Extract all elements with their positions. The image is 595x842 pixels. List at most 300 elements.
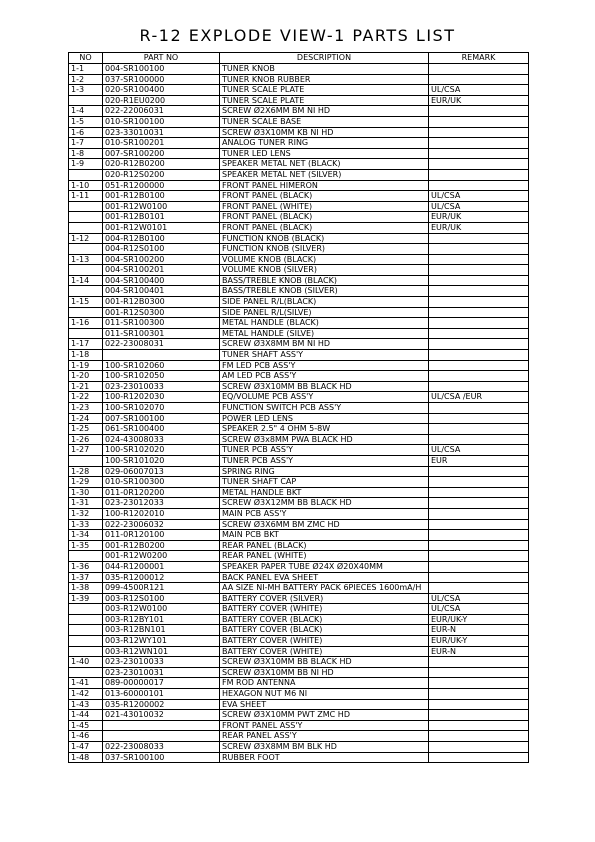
cell-no: 1-23 <box>69 403 103 414</box>
cell-remark <box>429 699 529 710</box>
cell-remark <box>429 138 529 149</box>
cell-part-no: 035-R1200012 <box>103 572 220 583</box>
cell-description: SCREW Ø3X10MM BB BLACK HD <box>220 657 429 668</box>
cell-description: FRONT PANEL (BLACK) <box>220 212 429 223</box>
cell-remark <box>429 540 529 551</box>
cell-no: 1-32 <box>69 508 103 519</box>
cell-remark <box>429 403 529 414</box>
cell-no: 1-2 <box>69 74 103 85</box>
table-row <box>69 371 529 382</box>
cell-part-no: 004-SR100401 <box>103 286 220 297</box>
cell-remark: UL/CSA <box>429 593 529 604</box>
cell-remark <box>429 350 529 361</box>
table-row <box>69 604 529 615</box>
cell-remark <box>429 561 529 572</box>
cell-remark <box>429 74 529 85</box>
table-row <box>69 646 529 657</box>
cell-description: EVA SHEET <box>220 699 429 710</box>
cell-part-no: 003-R12WY101 <box>103 636 220 647</box>
table-row <box>69 445 529 456</box>
cell-no <box>69 307 103 318</box>
header-remark: REMARK <box>429 53 529 64</box>
cell-description: SIDE PANEL R/L(BLACK) <box>220 297 429 308</box>
cell-no: 1-6 <box>69 127 103 138</box>
cell-description: SPEAKER PAPER TUBE Ø24X Ø20X40MM <box>220 561 429 572</box>
cell-part-no: 023-23012033 <box>103 498 220 509</box>
table-row <box>69 318 529 329</box>
cell-no: 1-1 <box>69 64 103 75</box>
table-row <box>69 572 529 583</box>
table-row <box>69 212 529 223</box>
table-row <box>69 466 529 477</box>
table-row <box>69 328 529 339</box>
cell-description: SCREW Ø3X10MM PWT ZMC HD <box>220 710 429 721</box>
parts-table <box>68 52 529 763</box>
cell-description: TUNER SHAFT CAP <box>220 477 429 488</box>
cell-no: 1-37 <box>69 572 103 583</box>
cell-part-no: 100-SR102070 <box>103 403 220 414</box>
cell-no: 1-41 <box>69 678 103 689</box>
cell-no: 1-17 <box>69 339 103 350</box>
cell-part-no: 007-SR100200 <box>103 148 220 159</box>
table-row <box>69 413 529 424</box>
table-row <box>69 95 529 106</box>
cell-description: BATTERY COVER (WHITE) <box>220 636 429 647</box>
cell-no: 1-21 <box>69 381 103 392</box>
cell-remark: UL/CSA /EUR <box>429 392 529 403</box>
cell-no: 1-45 <box>69 720 103 731</box>
cell-description: SPEAKER METAL NET (SILVER) <box>220 169 429 180</box>
cell-part-no: 051-R1200000 <box>103 180 220 191</box>
cell-remark: EUR <box>429 455 529 466</box>
cell-remark <box>429 731 529 742</box>
cell-no: 1-15 <box>69 297 103 308</box>
cell-no <box>69 95 103 106</box>
table-row <box>69 593 529 604</box>
cell-part-no: 020-R1EU0200 <box>103 95 220 106</box>
cell-description: BATTERY COVER (WHITE) <box>220 646 429 657</box>
cell-no: 1-22 <box>69 392 103 403</box>
cell-no: 1-9 <box>69 159 103 170</box>
cell-no <box>69 604 103 615</box>
table-row <box>69 159 529 170</box>
cell-remark <box>429 710 529 721</box>
cell-part-no: 100-SR102020 <box>103 445 220 456</box>
cell-no <box>69 222 103 233</box>
table-row <box>69 720 529 731</box>
cell-part-no: 037-SR100100 <box>103 752 220 763</box>
cell-description: BATTERY COVER (SILVER) <box>220 593 429 604</box>
cell-part-no: 001-R12S0300 <box>103 307 220 318</box>
cell-part-no: 004-SR100100 <box>103 64 220 75</box>
cell-description: TUNER LED LENS <box>220 148 429 159</box>
cell-no: 1-44 <box>69 710 103 721</box>
cell-no: 1-26 <box>69 434 103 445</box>
cell-part-no: 022-23006032 <box>103 519 220 530</box>
table-row <box>69 392 529 403</box>
cell-no: 1-3 <box>69 85 103 96</box>
cell-no <box>69 201 103 212</box>
cell-description: SPEAKER 2.5" 4 OHM 5-8W <box>220 424 429 435</box>
cell-no: 1-5 <box>69 116 103 127</box>
cell-description: TUNER PCB ASS'Y <box>220 455 429 466</box>
cell-no: 1-46 <box>69 731 103 742</box>
table-row <box>69 191 529 202</box>
cell-description: METAL HANDLE BKT <box>220 487 429 498</box>
cell-description: SCREW Ø3X12MM BB BLACK HD <box>220 498 429 509</box>
table-row <box>69 424 529 435</box>
cell-description: SCREW Ø2X6MM BM NI HD <box>220 106 429 117</box>
cell-remark <box>429 477 529 488</box>
cell-part-no: 003-R12S0100 <box>103 593 220 604</box>
cell-description: BATTERY COVER (WHITE) <box>220 604 429 615</box>
cell-remark <box>429 106 529 117</box>
table-row <box>69 350 529 361</box>
cell-description: METAL HANDLE (SILVE) <box>220 328 429 339</box>
cell-description: SCREW Ø3X8MM BM NI HD <box>220 339 429 350</box>
cell-remark <box>429 487 529 498</box>
cell-description: SCREW Ø3X10MM BB NI HD <box>220 667 429 678</box>
cell-description: REAR PANEL ASS'Y <box>220 731 429 742</box>
table-row <box>69 148 529 159</box>
cell-description: SPRING RING <box>220 466 429 477</box>
cell-remark: EUR-N <box>429 646 529 657</box>
table-row <box>69 742 529 753</box>
table-row <box>69 265 529 276</box>
cell-part-no: 100-R1202010 <box>103 508 220 519</box>
cell-part-no: 004-SR100400 <box>103 275 220 286</box>
table-row <box>69 434 529 445</box>
cell-no: 1-7 <box>69 138 103 149</box>
document-title: R-12 EXPLODE VIEW-1 PARTS LIST <box>139 26 456 45</box>
cell-description: RUBBER FOOT <box>220 752 429 763</box>
cell-remark <box>429 752 529 763</box>
cell-part-no: 023-23010033 <box>103 381 220 392</box>
cell-part-no: 023-23010033 <box>103 657 220 668</box>
cell-description: TUNER PCB ASS'Y <box>220 445 429 456</box>
cell-no <box>69 625 103 636</box>
cell-part-no <box>103 350 220 361</box>
cell-description: REAR PANEL (BLACK) <box>220 540 429 551</box>
table-row <box>69 678 529 689</box>
cell-no: 1-39 <box>69 593 103 604</box>
cell-description: FRONT PANEL ASS'Y <box>220 720 429 731</box>
cell-description: TUNER KNOB <box>220 64 429 75</box>
table-row <box>69 275 529 286</box>
cell-description: TUNER SHAFT ASS'Y <box>220 350 429 361</box>
cell-description: FM ROD ANTENNA <box>220 678 429 689</box>
table-row <box>69 286 529 297</box>
cell-description: TUNER SCALE PLATE <box>220 95 429 106</box>
cell-description: SCREW Ø3X8MM BM BLK HD <box>220 742 429 753</box>
cell-part-no: 022-23008031 <box>103 339 220 350</box>
cell-no: 1-18 <box>69 350 103 361</box>
cell-no: 1-14 <box>69 275 103 286</box>
cell-part-no: 037-SR100000 <box>103 74 220 85</box>
cell-description: FRONT PANEL (WHITE) <box>220 201 429 212</box>
cell-description: MAIN PCB BKT <box>220 530 429 541</box>
cell-no: 1-19 <box>69 360 103 371</box>
cell-no: 1-40 <box>69 657 103 668</box>
table-row <box>69 667 529 678</box>
cell-remark <box>429 498 529 509</box>
cell-description: MAIN PCB ASS'Y <box>220 508 429 519</box>
table-row <box>69 561 529 572</box>
cell-no <box>69 551 103 562</box>
cell-part-no: 001-R12W0100 <box>103 201 220 212</box>
cell-remark <box>429 159 529 170</box>
cell-remark <box>429 657 529 668</box>
cell-remark <box>429 371 529 382</box>
cell-remark <box>429 572 529 583</box>
cell-remark <box>429 127 529 138</box>
table-row <box>69 116 529 127</box>
cell-part-no: 100-SR102060 <box>103 360 220 371</box>
header-description: DESCRIPTION <box>220 53 429 64</box>
cell-no <box>69 614 103 625</box>
cell-remark: EUR-N <box>429 625 529 636</box>
table-row <box>69 106 529 117</box>
cell-part-no: 004-SR100201 <box>103 265 220 276</box>
header-part-no: PART NO <box>103 53 220 64</box>
cell-part-no: 011-SR100301 <box>103 328 220 339</box>
cell-part-no: 001-R12B0200 <box>103 540 220 551</box>
cell-description: FRONT PANEL HIMERON <box>220 180 429 191</box>
cell-remark <box>429 297 529 308</box>
table-row <box>69 180 529 191</box>
table-row <box>69 222 529 233</box>
table-row <box>69 689 529 700</box>
table-row <box>69 731 529 742</box>
cell-remark <box>429 318 529 329</box>
table-header-row <box>69 53 529 64</box>
cell-no: 1-8 <box>69 148 103 159</box>
cell-remark: EUR/UK <box>429 222 529 233</box>
cell-description: FM LED PCB ASS'Y <box>220 360 429 371</box>
cell-description: BATTERY COVER (BLACK) <box>220 625 429 636</box>
table-row <box>69 614 529 625</box>
cell-remark <box>429 678 529 689</box>
cell-remark <box>429 434 529 445</box>
cell-no: 1-24 <box>69 413 103 424</box>
cell-no: 1-31 <box>69 498 103 509</box>
cell-description: FRONT PANEL (BLACK) <box>220 191 429 202</box>
cell-no: 1-36 <box>69 561 103 572</box>
cell-remark <box>429 689 529 700</box>
table-row <box>69 307 529 318</box>
cell-remark <box>429 424 529 435</box>
cell-part-no <box>103 720 220 731</box>
table-row <box>69 487 529 498</box>
cell-part-no: 004-SR100200 <box>103 254 220 265</box>
cell-part-no: 010-SR100201 <box>103 138 220 149</box>
cell-part-no: 021-43010032 <box>103 710 220 721</box>
cell-remark <box>429 519 529 530</box>
cell-no <box>69 646 103 657</box>
parts-table-body <box>69 64 529 763</box>
cell-no <box>69 244 103 255</box>
table-row <box>69 85 529 96</box>
cell-no: 1-29 <box>69 477 103 488</box>
cell-description: FUNCTION SWITCH PCB ASS'Y <box>220 403 429 414</box>
table-row <box>69 233 529 244</box>
cell-part-no: 100-R1202030 <box>103 392 220 403</box>
cell-no: 1-33 <box>69 519 103 530</box>
cell-part-no: 020-R12S0200 <box>103 169 220 180</box>
cell-remark <box>429 64 529 75</box>
table-row <box>69 254 529 265</box>
cell-part-no: 061-SR100400 <box>103 424 220 435</box>
cell-no <box>69 265 103 276</box>
table-row <box>69 710 529 721</box>
cell-part-no: 004-R12B0100 <box>103 233 220 244</box>
cell-description: FUNCTION KNOB (SILVER) <box>220 244 429 255</box>
cell-remark <box>429 583 529 594</box>
cell-remark: EUR/UK <box>429 95 529 106</box>
table-row <box>69 508 529 519</box>
cell-description: ANALOG TUNER RING <box>220 138 429 149</box>
cell-remark <box>429 265 529 276</box>
cell-description: METAL HANDLE (BLACK) <box>220 318 429 329</box>
table-row <box>69 540 529 551</box>
cell-part-no: 020-R12B0200 <box>103 159 220 170</box>
cell-no: 1-34 <box>69 530 103 541</box>
table-row <box>69 244 529 255</box>
table-row <box>69 74 529 85</box>
cell-part-no: 003-R12BY101 <box>103 614 220 625</box>
cell-part-no: 023-33010031 <box>103 127 220 138</box>
table-row <box>69 530 529 541</box>
cell-description: SCREW Ø3x8MM PWA BLACK HD <box>220 434 429 445</box>
cell-description: SCREW Ø3X6MM BM ZMC HD <box>220 519 429 530</box>
cell-part-no: 010-SR100300 <box>103 477 220 488</box>
cell-description: HEXAGON NUT M6 NI <box>220 689 429 700</box>
cell-no: 1-48 <box>69 752 103 763</box>
cell-part-no: 020-SR100400 <box>103 85 220 96</box>
cell-no: 1-28 <box>69 466 103 477</box>
cell-remark <box>429 148 529 159</box>
cell-part-no: 100-SR101020 <box>103 455 220 466</box>
cell-remark: EUR/UK-Y <box>429 636 529 647</box>
cell-remark <box>429 413 529 424</box>
cell-remark <box>429 466 529 477</box>
table-row <box>69 657 529 668</box>
cell-part-no: 011-SR100300 <box>103 318 220 329</box>
cell-part-no: 022-22006031 <box>103 106 220 117</box>
table-row <box>69 339 529 350</box>
table-row <box>69 403 529 414</box>
cell-part-no: 029-06007013 <box>103 466 220 477</box>
cell-description: TUNER SCALE BASE <box>220 116 429 127</box>
cell-description: AM LED PCB ASS'Y <box>220 371 429 382</box>
cell-remark: EUR/UK-Y <box>429 614 529 625</box>
cell-remark <box>429 233 529 244</box>
cell-part-no: 010-SR100100 <box>103 116 220 127</box>
cell-part-no: 011-0R120200 <box>103 487 220 498</box>
table-row <box>69 64 529 75</box>
cell-no: 1-4 <box>69 106 103 117</box>
cell-part-no: 099-4500R121 <box>103 583 220 594</box>
cell-remark <box>429 307 529 318</box>
cell-part-no: 011-0R120100 <box>103 530 220 541</box>
cell-no: 1-35 <box>69 540 103 551</box>
cell-remark <box>429 116 529 127</box>
cell-no <box>69 636 103 647</box>
cell-description: AA SIZE NI-MH BATTERY PACK 6PIECES 1600mA/H <box>220 583 429 594</box>
cell-remark <box>429 244 529 255</box>
cell-no: 1-10 <box>69 180 103 191</box>
table-row <box>69 519 529 530</box>
cell-part-no <box>103 731 220 742</box>
cell-description: BASS/TREBLE KNOB (SILVER) <box>220 286 429 297</box>
cell-remark <box>429 360 529 371</box>
cell-part-no: 100-SR102050 <box>103 371 220 382</box>
cell-no: 1-13 <box>69 254 103 265</box>
cell-description: FRONT PANEL (BLACK) <box>220 222 429 233</box>
cell-description: BASS/TREBLE KNOB (BLACK) <box>220 275 429 286</box>
cell-description: SCREW Ø3X10MM KB NI HD <box>220 127 429 138</box>
cell-description: TUNER SCALE PLATE <box>220 85 429 96</box>
header-no: NO <box>69 53 103 64</box>
cell-remark <box>429 180 529 191</box>
cell-no <box>69 667 103 678</box>
cell-no <box>69 212 103 223</box>
cell-remark: UL/CSA <box>429 85 529 96</box>
cell-no: 1-43 <box>69 699 103 710</box>
table-row <box>69 360 529 371</box>
cell-no: 1-30 <box>69 487 103 498</box>
cell-remark <box>429 667 529 678</box>
cell-remark: UL/CSA <box>429 201 529 212</box>
cell-no: 1-12 <box>69 233 103 244</box>
cell-no: 1-16 <box>69 318 103 329</box>
cell-no: 1-25 <box>69 424 103 435</box>
cell-no: 1-47 <box>69 742 103 753</box>
table-row <box>69 297 529 308</box>
cell-description: VOLUME KNOB (BLACK) <box>220 254 429 265</box>
cell-no: 1-20 <box>69 371 103 382</box>
table-row <box>69 699 529 710</box>
cell-part-no: 001-R12W0101 <box>103 222 220 233</box>
cell-remark <box>429 720 529 731</box>
table-row <box>69 583 529 594</box>
cell-part-no: 001-R12B0100 <box>103 191 220 202</box>
cell-part-no: 001-R12B0300 <box>103 297 220 308</box>
cell-no: 1-38 <box>69 583 103 594</box>
cell-description: SPEAKER METAL NET (BLACK) <box>220 159 429 170</box>
cell-remark <box>429 530 529 541</box>
cell-part-no: 003-R12WN101 <box>103 646 220 657</box>
cell-description: BATTERY COVER (BLACK) <box>220 614 429 625</box>
cell-part-no: 022-23008033 <box>103 742 220 753</box>
cell-no: 1-42 <box>69 689 103 700</box>
cell-no <box>69 455 103 466</box>
cell-description: SIDE PANEL R/L(SILVE) <box>220 307 429 318</box>
cell-remark <box>429 508 529 519</box>
cell-description: POWER LED LENS <box>220 413 429 424</box>
cell-description: TUNER KNOB RUBBER <box>220 74 429 85</box>
cell-description: SCREW Ø3X10MM BB BLACK HD <box>220 381 429 392</box>
cell-description: REAR PANEL (WHITE) <box>220 551 429 562</box>
table-row <box>69 138 529 149</box>
cell-no <box>69 169 103 180</box>
cell-part-no: 023-23010031 <box>103 667 220 678</box>
table-row <box>69 127 529 138</box>
table-row <box>69 169 529 180</box>
cell-no: 1-27 <box>69 445 103 456</box>
cell-part-no: 003-R12W0100 <box>103 604 220 615</box>
table-row <box>69 636 529 647</box>
